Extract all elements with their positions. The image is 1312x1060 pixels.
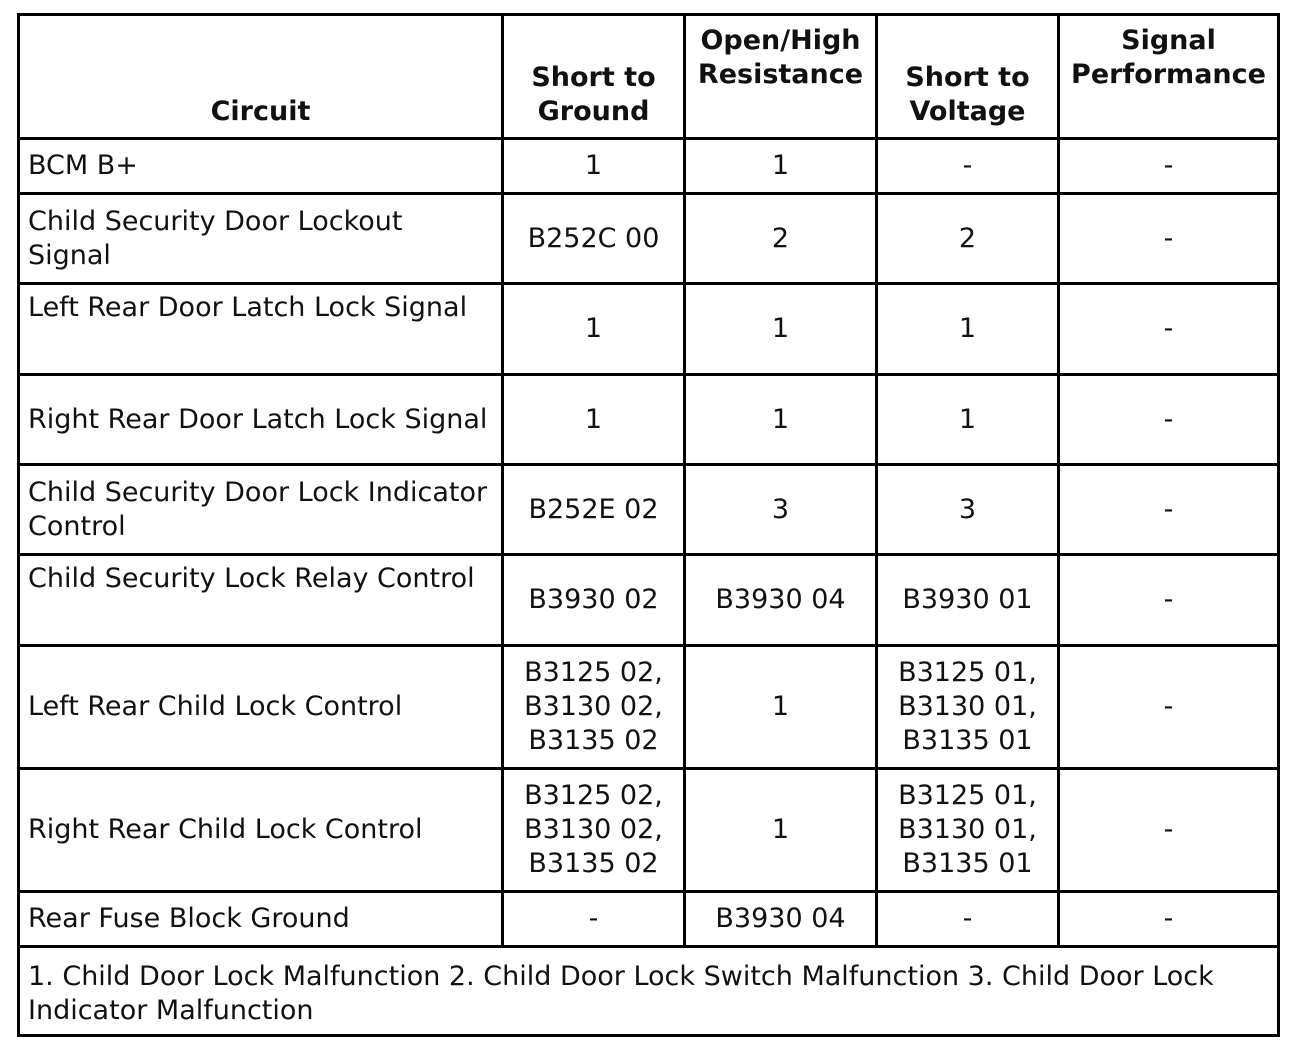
circuit-cell: Left Rear Child Lock Control (19, 646, 503, 769)
circuit-cell: Right Rear Door Latch Lock Signal (19, 375, 503, 465)
dtc-code: B3135 01 (902, 848, 1033, 879)
table-row (19, 646, 1279, 769)
header-short-to-voltage: Short to Voltage (877, 15, 1059, 139)
table-row (19, 284, 1279, 375)
table-row (19, 139, 1279, 194)
header-open-high-resistance: Open/High Resistance (685, 15, 877, 139)
open-high-resistance-cell: 1 (685, 375, 877, 465)
dtc-code: B3135 02 (528, 848, 659, 879)
short-to-voltage-cell: 1 (877, 284, 1059, 375)
circuit-cell: Child Security Lock Relay Control (19, 555, 503, 646)
open-high-resistance-cell: 1 (685, 139, 877, 194)
table-row (19, 194, 1279, 284)
dtc-code: B3125 02, (524, 780, 663, 811)
circuit-cell: BCM B+ (19, 139, 503, 194)
short-to-ground-cell: 1 (503, 375, 685, 465)
dtc-code: B3130 02, (524, 814, 663, 845)
short-to-ground-cell: B252E 02 (503, 465, 685, 555)
table-row (19, 769, 1279, 892)
header-row (19, 15, 1279, 139)
dtc-circuit-table (17, 13, 1280, 1037)
open-high-resistance-cell: 3 (685, 465, 877, 555)
short-to-ground-cell: B3930 02 (503, 555, 685, 646)
signal-performance-cell: - (1059, 769, 1279, 892)
open-high-resistance-cell: B3930 04 (685, 555, 877, 646)
short-to-ground-cell (503, 769, 685, 892)
circuit-cell: Child Security Door Lock Indicator Control (19, 465, 503, 555)
table-row (19, 465, 1279, 555)
short-to-ground-cell: 1 (503, 284, 685, 375)
short-to-voltage-cell: 2 (877, 194, 1059, 284)
dtc-code: B3130 01, (898, 814, 1037, 845)
dtc-code: B3125 02, (524, 657, 663, 688)
open-high-resistance-cell: 1 (685, 284, 877, 375)
open-high-resistance-cell: 2 (685, 194, 877, 284)
dtc-code: B3135 02 (528, 725, 659, 756)
table-row (19, 555, 1279, 646)
signal-performance-cell: - (1059, 555, 1279, 646)
short-to-ground-cell: 1 (503, 139, 685, 194)
dtc-code: B3125 01, (898, 780, 1037, 811)
open-high-resistance-cell: 1 (685, 769, 877, 892)
open-high-resistance-cell: 1 (685, 646, 877, 769)
short-to-ground-cell: B252C 00 (503, 194, 685, 284)
short-to-voltage-cell: B3930 01 (877, 555, 1059, 646)
table-row (19, 892, 1279, 947)
short-to-ground-cell: - (503, 892, 685, 947)
circuit-cell: Left Rear Door Latch Lock Signal (19, 284, 503, 375)
dtc-code: B3130 01, (898, 691, 1037, 722)
dtc-code: B3135 01 (902, 725, 1033, 756)
dtc-code: B3125 01, (898, 657, 1037, 688)
header-signal-performance: Signal Performance (1059, 15, 1279, 139)
signal-performance-cell: - (1059, 465, 1279, 555)
signal-performance-cell: - (1059, 892, 1279, 947)
open-high-resistance-cell: B3930 04 (685, 892, 877, 947)
table-row (19, 375, 1279, 465)
short-to-voltage-cell (877, 646, 1059, 769)
short-to-voltage-cell: 1 (877, 375, 1059, 465)
circuit-cell: Child Security Door Lockout Signal (19, 194, 503, 284)
circuit-cell: Right Rear Child Lock Control (19, 769, 503, 892)
dtc-code: B3130 02, (524, 691, 663, 722)
signal-performance-cell: - (1059, 375, 1279, 465)
header-short-to-ground: Short to Ground (503, 15, 685, 139)
short-to-voltage-cell (877, 769, 1059, 892)
signal-performance-cell: - (1059, 284, 1279, 375)
short-to-voltage-cell: - (877, 892, 1059, 947)
footnote-row (19, 947, 1279, 1036)
circuit-cell: Rear Fuse Block Ground (19, 892, 503, 947)
short-to-ground-cell (503, 646, 685, 769)
short-to-voltage-cell: 3 (877, 465, 1059, 555)
signal-performance-cell: - (1059, 646, 1279, 769)
footnote: 1. Child Door Lock Malfunction 2. Child Door Lock Switch Malfunction 3. Child Door Lock Indicator Malfunction (19, 947, 1279, 1036)
header-circuit: Circuit (19, 15, 503, 139)
signal-performance-cell: - (1059, 194, 1279, 284)
signal-performance-cell: - (1059, 139, 1279, 194)
short-to-voltage-cell: - (877, 139, 1059, 194)
